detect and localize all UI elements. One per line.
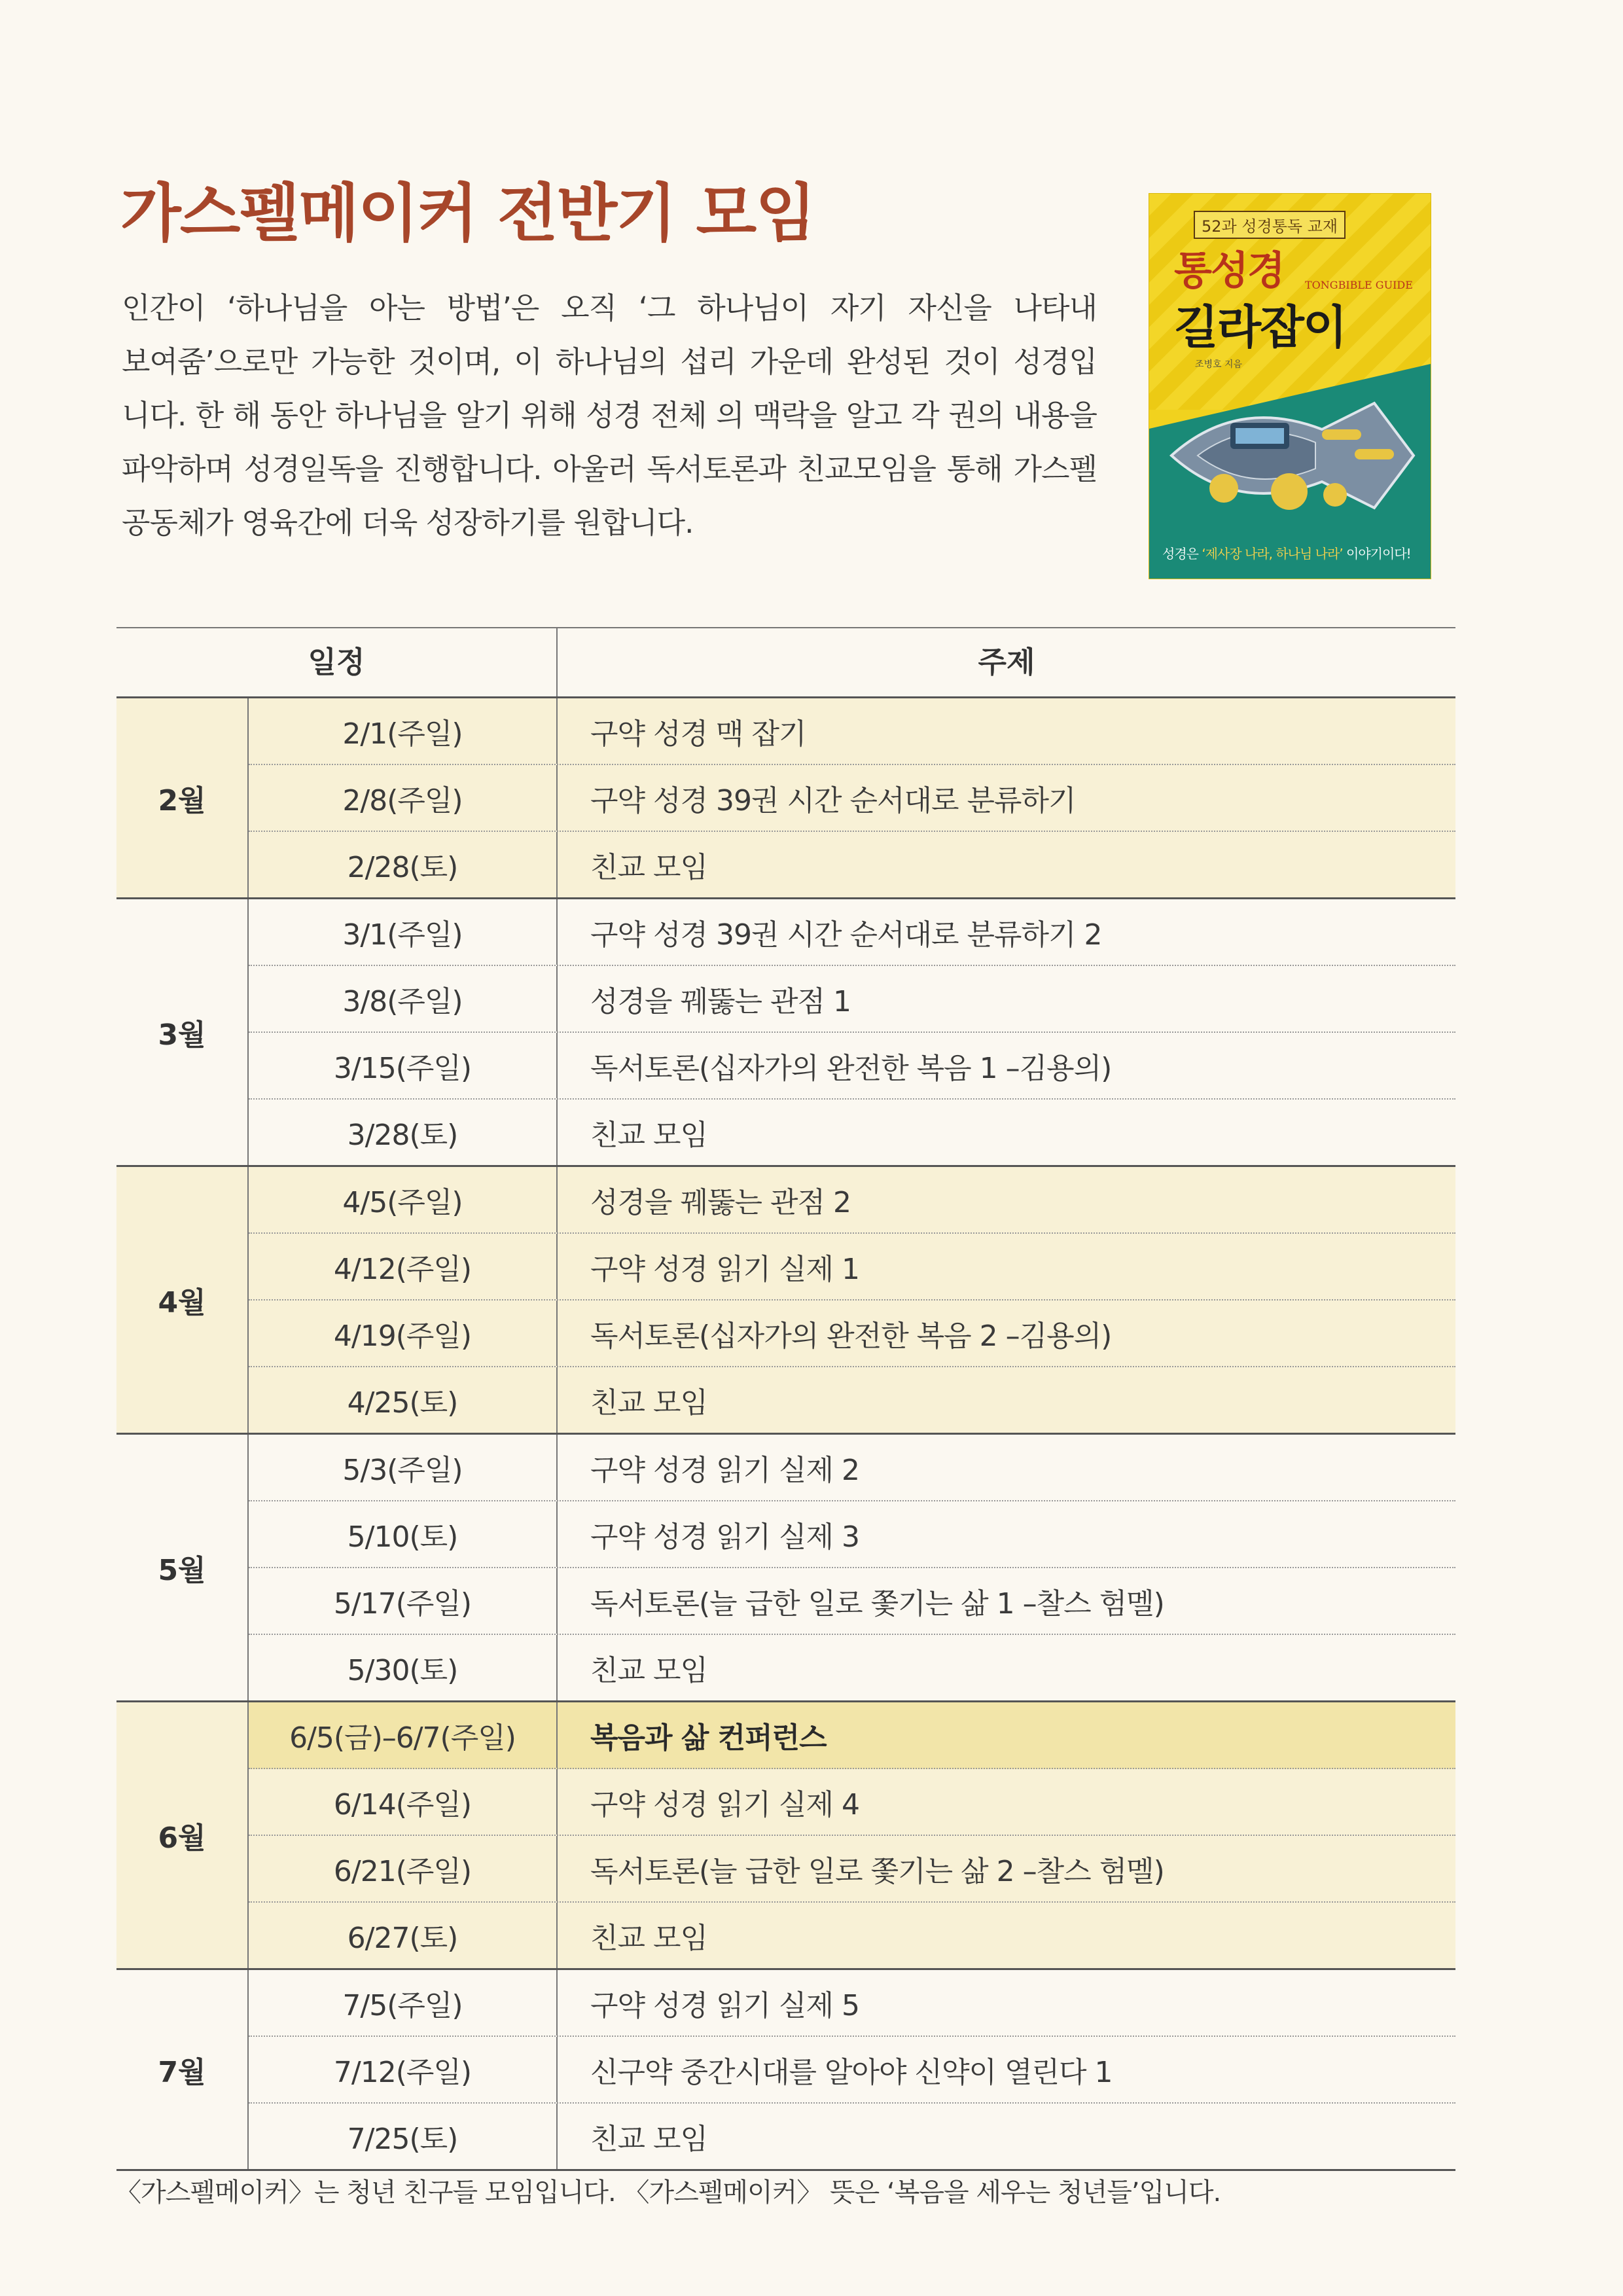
header-topic: 주제 xyxy=(978,645,1035,679)
row-date: 3/28(토) xyxy=(249,1100,558,1165)
table-row xyxy=(249,1501,1455,1568)
table-row xyxy=(249,2037,1455,2104)
row-date: 5/10(토) xyxy=(249,1501,558,1567)
month-label: 3월 xyxy=(116,899,249,1165)
month-group-feb xyxy=(116,698,1455,899)
row-date: 3/8(주일) xyxy=(249,966,558,1031)
month-label: 2월 xyxy=(116,698,249,897)
row-date: 6/21(주일) xyxy=(249,1836,558,1901)
row-topic: 친교 모임 xyxy=(590,1386,708,1420)
intro-line: 인간이 ‘하나님을 아는 방법’은 오직 ‘그 하나님이 자기 자신을 나타내 xyxy=(122,291,1097,325)
header-schedule: 일정 xyxy=(308,645,365,679)
row-date: 7/12(주일) xyxy=(249,2037,558,2102)
table-row xyxy=(249,765,1455,832)
month-label: 7월 xyxy=(116,1970,249,2169)
page-title: 가스펠메이커 전반기 모임 xyxy=(120,177,815,250)
row-topic: 친교 모임 xyxy=(590,1654,708,1687)
row-topic: 구약 성경 39권 시간 순서대로 분류하기 xyxy=(590,784,1076,817)
month-group-jul xyxy=(116,1970,1455,2171)
row-date: 3/1(주일) xyxy=(249,899,558,965)
table-row xyxy=(249,1033,1455,1100)
table-row xyxy=(249,1903,1455,1968)
row-date: 5/30(토) xyxy=(249,1635,558,1700)
row-date: 2/28(토) xyxy=(249,832,558,897)
table-row xyxy=(249,1769,1455,1836)
row-date: 6/5(금)–6/7(주일) xyxy=(249,1702,558,1768)
table-row xyxy=(249,1635,1455,1700)
table-row xyxy=(249,698,1455,765)
table-row xyxy=(249,1367,1455,1433)
row-date: 3/15(주일) xyxy=(249,1033,558,1098)
row-topic: 친교 모임 xyxy=(590,2123,708,2156)
row-topic: 독서토론(늘 급한 일로 쫓기는 삶 1 –찰스 험멜) xyxy=(590,1587,1164,1621)
intro-paragraph xyxy=(122,281,1097,550)
table-row xyxy=(249,966,1455,1033)
footer-note: 〈가스펠메이커〉는 청년 친구들 모임입니다. 〈가스펠메이커〉 뜻은 ‘복음을 세우는 청년들’입니다. xyxy=(115,2178,1221,2208)
row-topic: 구약 성경 읽기 실제 5 xyxy=(590,1989,859,2022)
book-title-line2: 길라잡이 xyxy=(1174,300,1346,354)
row-date: 2/8(주일) xyxy=(249,765,558,831)
table-row xyxy=(249,1435,1455,1501)
row-date: 6/27(토) xyxy=(249,1903,558,1968)
row-date: 4/25(토) xyxy=(249,1367,558,1433)
row-topic: 독서토론(늘 급한 일로 쫓기는 삶 2 –찰스 험멜) xyxy=(590,1855,1164,1888)
intro-line: 보여줌’으로만 가능한 것이며, 이 하나님의 섭리 가운데 완성된 것이 성경입 xyxy=(122,344,1097,379)
table-header xyxy=(116,627,1455,698)
row-topic: 성경을 꿰뚫는 관점 2 xyxy=(590,1186,851,1219)
row-topic: 구약 성경 읽기 실제 4 xyxy=(590,1788,859,1821)
table-row xyxy=(249,1836,1455,1903)
schedule-table xyxy=(116,627,1455,2171)
table-row xyxy=(249,1234,1455,1300)
month-label: 6월 xyxy=(116,1702,249,1968)
book-tagline-highlight: ‘제사장 나라, 하나님 나라’ xyxy=(1202,546,1343,562)
table-row-highlight xyxy=(249,1702,1455,1769)
row-topic: 친교 모임 xyxy=(590,851,708,884)
row-topic: 구약 성경 맥 잡기 xyxy=(590,717,806,751)
row-topic: 신구약 중간시대를 알아야 신약이 열린다 1 xyxy=(590,2056,1113,2089)
book-badge: 52과 성경통독 교재 xyxy=(1194,211,1346,239)
row-topic: 구약 성경 읽기 실제 3 xyxy=(590,1520,859,1554)
table-row xyxy=(249,1568,1455,1635)
row-topic: 복음과 삶 컨퍼런스 xyxy=(590,1721,827,1755)
row-date: 4/19(주일) xyxy=(249,1300,558,1366)
row-date: 4/5(주일) xyxy=(249,1167,558,1232)
month-label: 4월 xyxy=(116,1167,249,1433)
intro-line: 니다. 한 해 동안 하나님을 알기 위해 성경 전체 의 맥락을 알고 각 권의 내용을 xyxy=(122,398,1097,433)
intro-line: 파악하며 성경일독을 진행합니다. 아울러 독서토론과 친교모임을 통해 가스펠 xyxy=(122,452,1097,486)
row-topic: 성경을 꿰뚫는 관점 1 xyxy=(590,985,851,1018)
row-topic: 구약 성경 39권 시간 순서대로 분류하기 2 xyxy=(590,918,1102,952)
row-date: 5/3(주일) xyxy=(249,1435,558,1500)
row-topic: 구약 성경 읽기 실제 2 xyxy=(590,1454,859,1487)
table-row xyxy=(249,899,1455,966)
month-group-jun xyxy=(116,1702,1455,1970)
book-tagline-pre: 성경은 xyxy=(1162,546,1202,562)
row-date: 4/12(주일) xyxy=(249,1234,558,1299)
month-label: 5월 xyxy=(116,1435,249,1700)
month-group-may xyxy=(116,1435,1455,1702)
table-row xyxy=(249,2104,1455,2169)
book-guide-label: TONGBIBLE GUIDE xyxy=(1305,279,1413,291)
row-date: 2/1(주일) xyxy=(249,698,558,764)
table-row xyxy=(249,1970,1455,2037)
book-fish-diagram xyxy=(1158,390,1420,521)
table-row xyxy=(249,832,1455,897)
row-date: 7/5(주일) xyxy=(249,1970,558,2036)
row-topic: 독서토론(십자가의 완전한 복음 2 –김용의) xyxy=(590,1319,1112,1353)
row-date: 7/25(토) xyxy=(249,2104,558,2169)
month-group-apr xyxy=(116,1167,1455,1435)
table-row xyxy=(249,1100,1455,1165)
row-topic: 친교 모임 xyxy=(590,1922,708,1955)
book-author: 조병호 지음 xyxy=(1195,359,1243,370)
row-date: 6/14(주일) xyxy=(249,1769,558,1835)
row-date: 5/17(주일) xyxy=(249,1568,558,1634)
table-row xyxy=(249,1300,1455,1367)
row-topic: 독서토론(십자가의 완전한 복음 1 –김용의) xyxy=(590,1052,1112,1085)
table-row xyxy=(249,1167,1455,1234)
row-topic: 친교 모임 xyxy=(590,1119,708,1152)
book-title-line1: 통성경 xyxy=(1174,248,1284,294)
row-topic: 구약 성경 읽기 실제 1 xyxy=(590,1253,859,1286)
book-cover-image xyxy=(1149,194,1431,579)
book-tagline-post: 이야기이다! xyxy=(1342,546,1411,562)
intro-line: 공동체가 영육간에 더욱 성장하기를 원합니다. xyxy=(122,505,694,540)
month-group-mar xyxy=(116,899,1455,1167)
book-tagline xyxy=(1162,543,1411,562)
